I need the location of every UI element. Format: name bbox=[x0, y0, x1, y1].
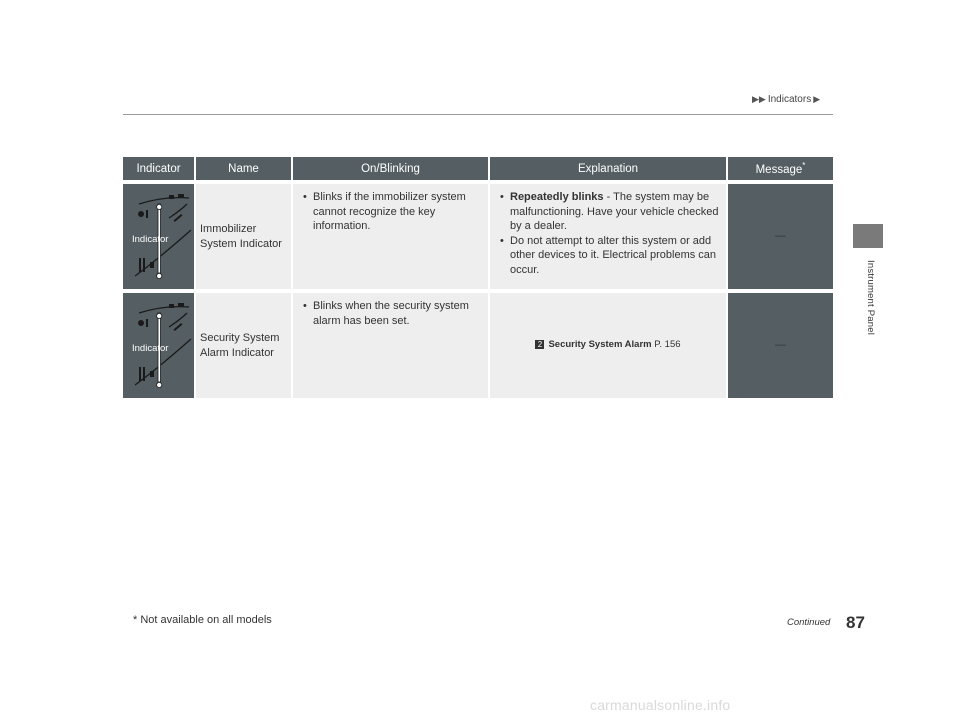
bold-lead: Repeatedly blinks bbox=[510, 191, 604, 203]
cross-reference-page[interactable]: P. 156 bbox=[651, 339, 681, 351]
footnote: * Not available on all models bbox=[133, 614, 272, 626]
breadcrumb bbox=[752, 94, 820, 105]
col-header-explanation: Explanation bbox=[490, 157, 728, 180]
table-row bbox=[123, 289, 833, 398]
page-number: 87 bbox=[846, 613, 865, 632]
col-header-message bbox=[728, 157, 833, 180]
bullet-item: • Do not attempt to alter this system or add other devices to it. Electrical problems can occur. bbox=[498, 234, 720, 278]
breadcrumb-arrow-icon: ▶▶ bbox=[752, 94, 766, 104]
message-header-label: Message bbox=[755, 163, 803, 176]
name-cell bbox=[196, 289, 293, 398]
explanation-cell bbox=[490, 289, 728, 398]
name-line: System Indicator bbox=[200, 237, 282, 250]
indicator-table bbox=[123, 157, 833, 398]
header-divider bbox=[123, 114, 833, 115]
name-line: Alarm Indicator bbox=[200, 346, 274, 359]
section-label: Instrument Panel bbox=[865, 260, 876, 336]
indicator-callout-label: Indicator bbox=[132, 234, 169, 245]
indicator-callout-label: Indicator bbox=[132, 343, 169, 354]
name-line: Security System bbox=[200, 332, 280, 344]
bullet-item: • Blinks if the immobilizer system cannot recognize the key information. bbox=[301, 190, 482, 234]
bullet-item bbox=[498, 190, 720, 234]
bullet-item: • Blinks when the security system alarm has been set. bbox=[301, 299, 482, 328]
on-blinking-cell bbox=[293, 289, 490, 398]
name-cell bbox=[196, 180, 293, 289]
section-tab bbox=[853, 224, 883, 248]
col-header-name: Name bbox=[196, 157, 293, 180]
col-header-indicator: Indicator bbox=[123, 157, 196, 180]
breadcrumb-label: Indicators bbox=[767, 94, 812, 105]
continued-label: Continued bbox=[787, 617, 831, 628]
on-blinking-cell bbox=[293, 180, 490, 289]
message-cell: — bbox=[728, 289, 833, 398]
table-row bbox=[123, 180, 833, 289]
name-line: Immobilizer bbox=[200, 223, 257, 235]
watermark: carmanualsonline.info bbox=[590, 697, 731, 713]
table-header-row bbox=[123, 157, 833, 180]
bullet-text: - The system may be malfunctioning. Have your vehicle checked by a dealer. bbox=[510, 191, 719, 232]
explanation-cell bbox=[490, 180, 728, 289]
cross-reference-title[interactable]: Security System Alarm bbox=[548, 339, 652, 351]
indicator-image-cell bbox=[123, 180, 196, 289]
indicator-image-cell bbox=[123, 289, 196, 398]
cross-reference-icon: 2 bbox=[535, 340, 544, 349]
breadcrumb-arrow-icon: ▶ bbox=[813, 94, 821, 104]
col-header-on-blinking: On/Blinking bbox=[293, 157, 490, 180]
message-cell: — bbox=[728, 180, 833, 289]
footnote-mark: * bbox=[802, 161, 806, 171]
